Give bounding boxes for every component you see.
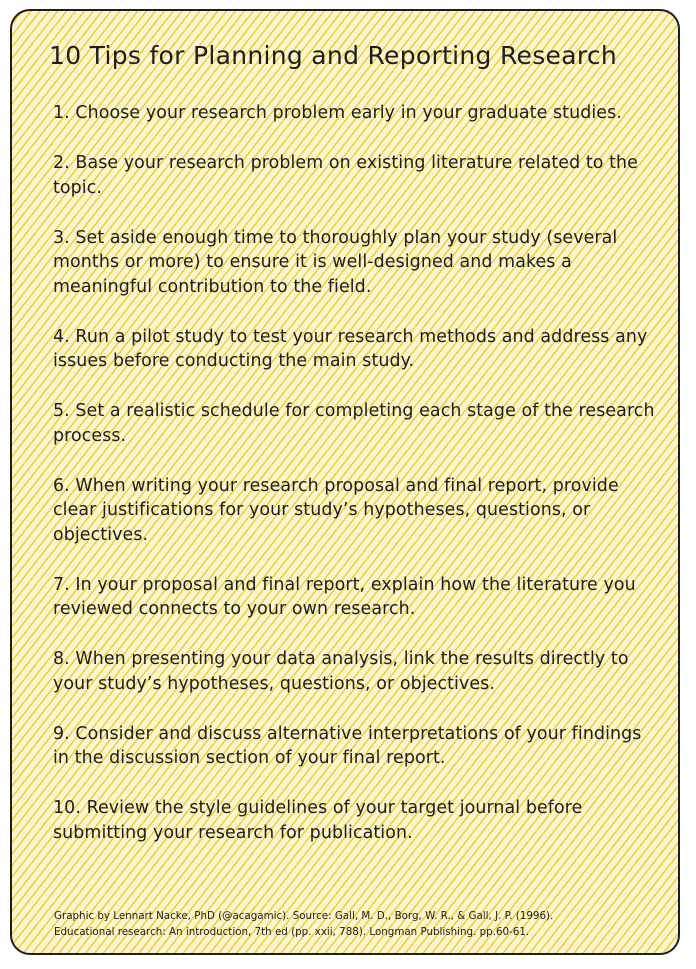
source-line-2: Educational research: An introduction, 7th ed (pp. xxii, 788). Longman Publishing. pp.60-61. xyxy=(54,926,530,938)
tip-5: 5. Set a realistic schedule for completing each stage of the research process. xyxy=(53,401,655,446)
tip-10: 10. Review the style guidelines of your target journal before submitting your research for publication. xyxy=(53,798,583,843)
source-citation xyxy=(54,908,674,940)
tip-6: 6. When writing your research proposal and final report, provide clear justifications for your study’s hypotheses, questions, or objectives. xyxy=(53,475,619,545)
tip-3: 3. Set aside enough time to thoroughly plan your study (several months or more) to ensure it is well-designed and makes a meaningful contribution to the field. xyxy=(53,227,618,297)
page-title: 10 Tips for Planning and Reporting Research xyxy=(49,41,618,70)
tips-card xyxy=(10,9,680,955)
tip-1: 1. Choose your research problem early in your graduate studies. xyxy=(53,103,622,123)
tip-2: 2. Base your research problem on existing literature related to the topic. xyxy=(53,153,638,198)
tip-7: 7. In your proposal and final report, explain how the literature you reviewed connects to your own research. xyxy=(53,574,636,619)
source-line-1: Graphic by Lennart Nacke, PhD (@acagamic). Source: Gall, M. D., Borg, W. R., & Gall, J. P. (1996). xyxy=(54,910,554,922)
tip-8: 8. When presenting your data analysis, link the results directly to your study’s hypotheses, questions, or objectives. xyxy=(53,649,629,694)
tip-4: 4. Run a pilot study to test your research methods and address any issues before conducting the main study. xyxy=(53,326,648,371)
tips-list xyxy=(53,101,663,871)
tip-9: 9. Consider and discuss alternative interpretations of your findings in the discussion section of your final report. xyxy=(53,723,642,768)
